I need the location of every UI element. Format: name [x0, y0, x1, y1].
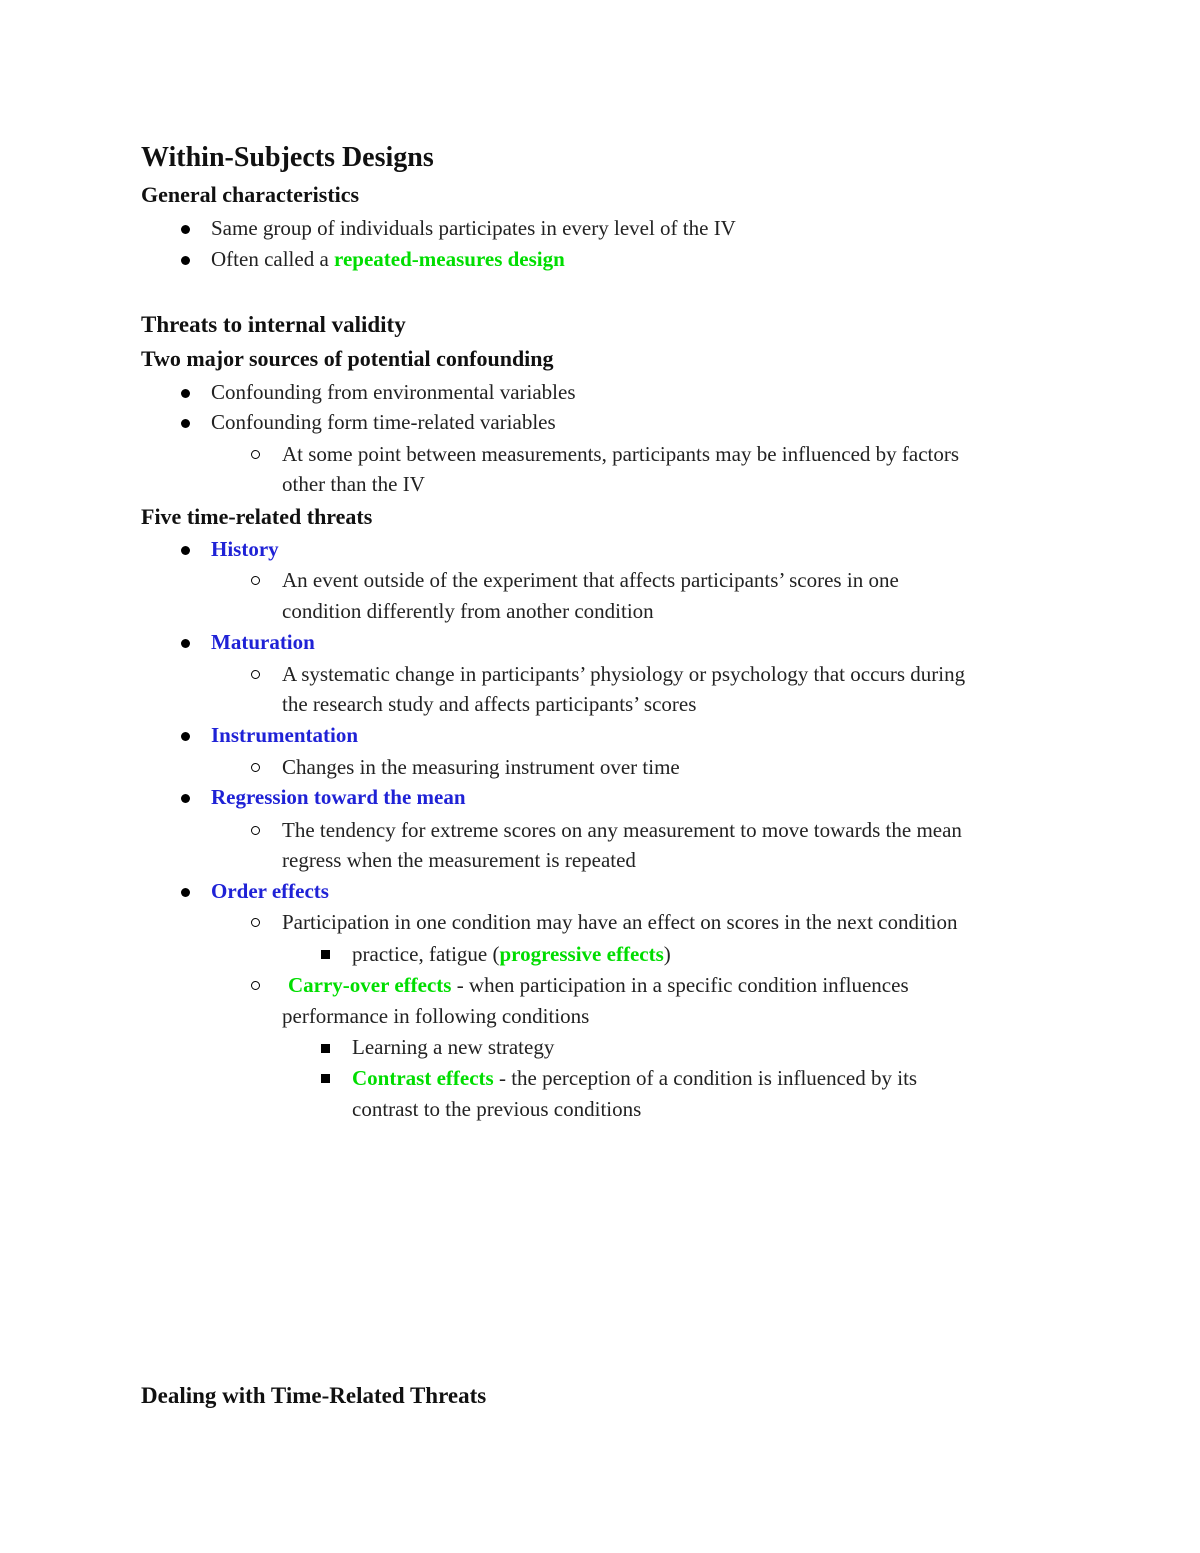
term-carry-over-effects: Carry-over effects — [288, 973, 452, 997]
subitem-suffix: ) — [663, 942, 671, 966]
bullet-circle-icon — [251, 918, 260, 927]
general-item-prefix: Often called a — [211, 247, 335, 271]
sources-heading: Two major sources of potential confounding — [141, 346, 554, 371]
bullet-circle-icon — [251, 981, 260, 990]
term-progressive-effects: progressive effects — [499, 942, 664, 966]
bullet-square-icon — [321, 1074, 330, 1083]
bullet-square-icon — [321, 950, 330, 959]
bullet-disc-icon — [181, 389, 190, 398]
order-effects-subitem — [352, 939, 671, 970]
dealing-title: Dealing with Time-Related Threats — [141, 1383, 487, 1408]
bullet-square-icon — [321, 1044, 330, 1053]
bullet-disc-icon — [181, 225, 190, 234]
bullet-disc-icon — [181, 888, 190, 897]
sources-sub-line: other than the IV — [282, 472, 425, 496]
order-effects-sub: Participation in one condition may have an effect on scores in the next condition — [282, 910, 958, 934]
threat-name-history: History — [211, 537, 279, 561]
order-effects-sub-cont: performance in following conditions — [282, 1004, 590, 1028]
order-effects-subitem — [352, 1063, 917, 1094]
five-threats-heading: Five time-related threats — [141, 504, 373, 529]
threat-description: Changes in the measuring instrument over time — [282, 755, 680, 779]
carry-over-rest: - when participation in a specific condition influences — [451, 973, 909, 997]
threats-title: Threats to internal validity — [141, 312, 406, 337]
sources-item: Confounding form time-related variables — [211, 410, 556, 434]
threat-name-regression: Regression toward the mean — [211, 785, 466, 809]
threat-description: the research study and affects participants’ scores — [282, 692, 697, 716]
bullet-disc-icon — [181, 794, 190, 803]
bullet-disc-icon — [181, 639, 190, 648]
term-contrast-effects: Contrast effects — [352, 1066, 494, 1090]
page-title: Within-Subjects Designs — [141, 142, 434, 173]
general-item: Same group of individuals participates in every level of the IV — [211, 216, 736, 240]
contrast-rest: - the perception of a condition is influenced by its — [493, 1066, 918, 1090]
document-page — [141, 0, 1061, 1553]
subitem-prefix: practice, fatigue ( — [352, 942, 500, 966]
general-item — [211, 244, 565, 275]
threat-description: A systematic change in participants’ physiology or psychology that occurs during — [282, 662, 966, 686]
threat-name-instrumentation: Instrumentation — [211, 723, 359, 747]
bullet-disc-icon — [181, 732, 190, 741]
threat-description: condition differently from another condition — [282, 599, 654, 623]
threat-description: The tendency for extreme scores on any measurement to move towards the mean — [282, 818, 962, 842]
bullet-circle-icon — [251, 450, 260, 459]
bullet-circle-icon — [251, 670, 260, 679]
bullet-disc-icon — [181, 546, 190, 555]
term-repeated-measures: repeated-measures design — [334, 247, 565, 271]
threat-description: An event outside of the experiment that affects participants’ scores in one — [282, 568, 899, 592]
bullet-disc-icon — [181, 419, 190, 428]
sources-sub-line: At some point between measurements, participants may be influenced by factors — [282, 442, 960, 466]
order-effects-subitem-cont: contrast to the previous conditions — [352, 1097, 642, 1121]
bullet-circle-icon — [251, 826, 260, 835]
bullet-circle-icon — [251, 763, 260, 772]
threat-description: regress when the measurement is repeated — [282, 848, 636, 872]
bullet-circle-icon — [251, 576, 260, 585]
order-effects-sub — [288, 970, 909, 1001]
general-heading: General characteristics — [141, 182, 360, 207]
threat-name-maturation: Maturation — [211, 630, 315, 654]
bullet-disc-icon — [181, 256, 190, 265]
sources-item: Confounding from environmental variables — [211, 380, 576, 404]
threat-name-order-effects: Order effects — [211, 879, 329, 903]
order-effects-subitem: Learning a new strategy — [352, 1035, 555, 1059]
